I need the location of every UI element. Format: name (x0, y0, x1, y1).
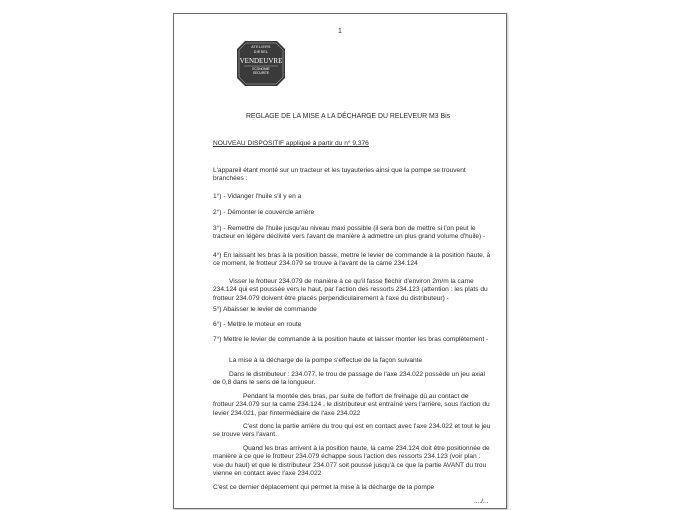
paragraph-text: 3°) - Remettre de l'huile jusqu'au niveau maxi possible (il sera bon de mettre si l'on peut le tracteur en légère déclivité vers l'avant de manière à admettre un plus grand volume d'huile) - (213, 225, 486, 241)
paragraph-text: 5°) Abaisser le levier de commande (213, 306, 317, 313)
paragraph-arm-raise (213, 393, 491, 418)
paragraph-text: L'appareil étant monté sur un tracteur et les tuyauteries ainsi que la pompe se trouvent branchées : (213, 167, 466, 183)
paragraph-text: C'est ce dernier déplacement qui permet la mise à la décharge de la pompe (213, 484, 435, 491)
logo-line-5: SECURITE (252, 71, 270, 75)
paragraph-text: 6°) - Mettre le moteur en route (213, 321, 302, 328)
document-title: REGLAGE DE LA MISE A LA DÉCHARGE DU RELEVEUR M3 Bis (245, 113, 451, 120)
paragraph-text: Visser le frotteur 234.079 de manière à ce qu'il fasse fléchir d'environ 2m/m la came 234.124 qui est poussée vers le haut, par l'action des ressorts 234.123 (attention : les plats du frotteur 234.079 doivent être placés perpendiculairement à l'axe du distributeur) - (213, 278, 488, 302)
paragraph-text: 4°) En laissant les bras à la position basse, mettre le levier de commande à la position haute, à ce moment, le frotteur 234.079 se trouve à l'avant de la came 234.124 (213, 252, 491, 268)
logo-line-3: VENDEUVRE (239, 57, 283, 65)
paragraph-high-position (213, 445, 491, 479)
page-number: 1 (338, 28, 342, 35)
paragraph-mechanism-intro (213, 357, 491, 365)
paragraph-conclusion (213, 484, 491, 492)
paragraph-step-5 (213, 306, 491, 314)
paragraph-rear-contact (213, 423, 491, 440)
continuation-marker: ..../... (474, 498, 489, 505)
paragraph-step-4-detail (213, 278, 491, 303)
paragraph-step-6 (213, 321, 491, 329)
paragraph-text: 1°) - Vidanger l'huile s'il y en a (213, 193, 302, 200)
paragraph-step-4 (213, 252, 491, 269)
paragraph-text: 2°) - Démonter le couvercle arrière (213, 209, 315, 216)
paragraph-text: 7°) Mettre le levier de commande à la position haute et laisser monter les bras complètement - (213, 336, 489, 343)
logo-line-1: ATELIERS (251, 45, 271, 49)
subtitle-underlined: NOUVEAU DISPOSITIF appliqué à partir du n° 9.376 (213, 140, 369, 147)
paragraph-step-2 (213, 209, 491, 217)
document-subtitle (213, 140, 369, 147)
paragraph-text: C'est donc la partie arrière du trou qui est en contact avec l'axe 234.022 et tout le jeu se trouve vers l'avant. (213, 423, 491, 439)
paragraph-step-7 (213, 336, 491, 344)
paragraph-distributor (213, 371, 491, 388)
paragraph-intro (213, 167, 491, 184)
paragraph-text: Quand les bras arrivent à la position haute, la came 234.124 doit être positionnée de manière à ce que le frotteur 234.079 échappe sous l'action des ressorts 234.123 (voir plan : vue du haut) et que le distributeur 234.077 soit poussé jusqu'à ce que la partie AVANT du trou vienne en contact avec l'axe 234.022 (213, 445, 490, 478)
logo-line-2: DIESEL (253, 50, 269, 54)
document-page (173, 13, 507, 509)
logo-line-4: ECONOMIE (252, 67, 270, 71)
paragraph-text: Pendant la montée des bras, par suite de l'effort de freinage dû au contact de frotteur 234.079 sur la came 234.124 , le distributeur est entraîné vers l'arrière, sous l'action du levier 234.021, par l'intermédiaire de l'axe 234.022 (213, 393, 490, 417)
paragraph-text: La mise à la décharge de la pompe s'effectue de la façon suivante (229, 357, 423, 364)
paragraph-step-1 (213, 193, 491, 201)
paragraph-step-3 (213, 225, 491, 242)
company-logo (237, 41, 285, 86)
paragraph-text: Dans le distributeur : 234.077, le trou de passage de l'axe 234.022 possède un jeu axial de 0,8 dans le sens de la longueur. (213, 371, 486, 387)
